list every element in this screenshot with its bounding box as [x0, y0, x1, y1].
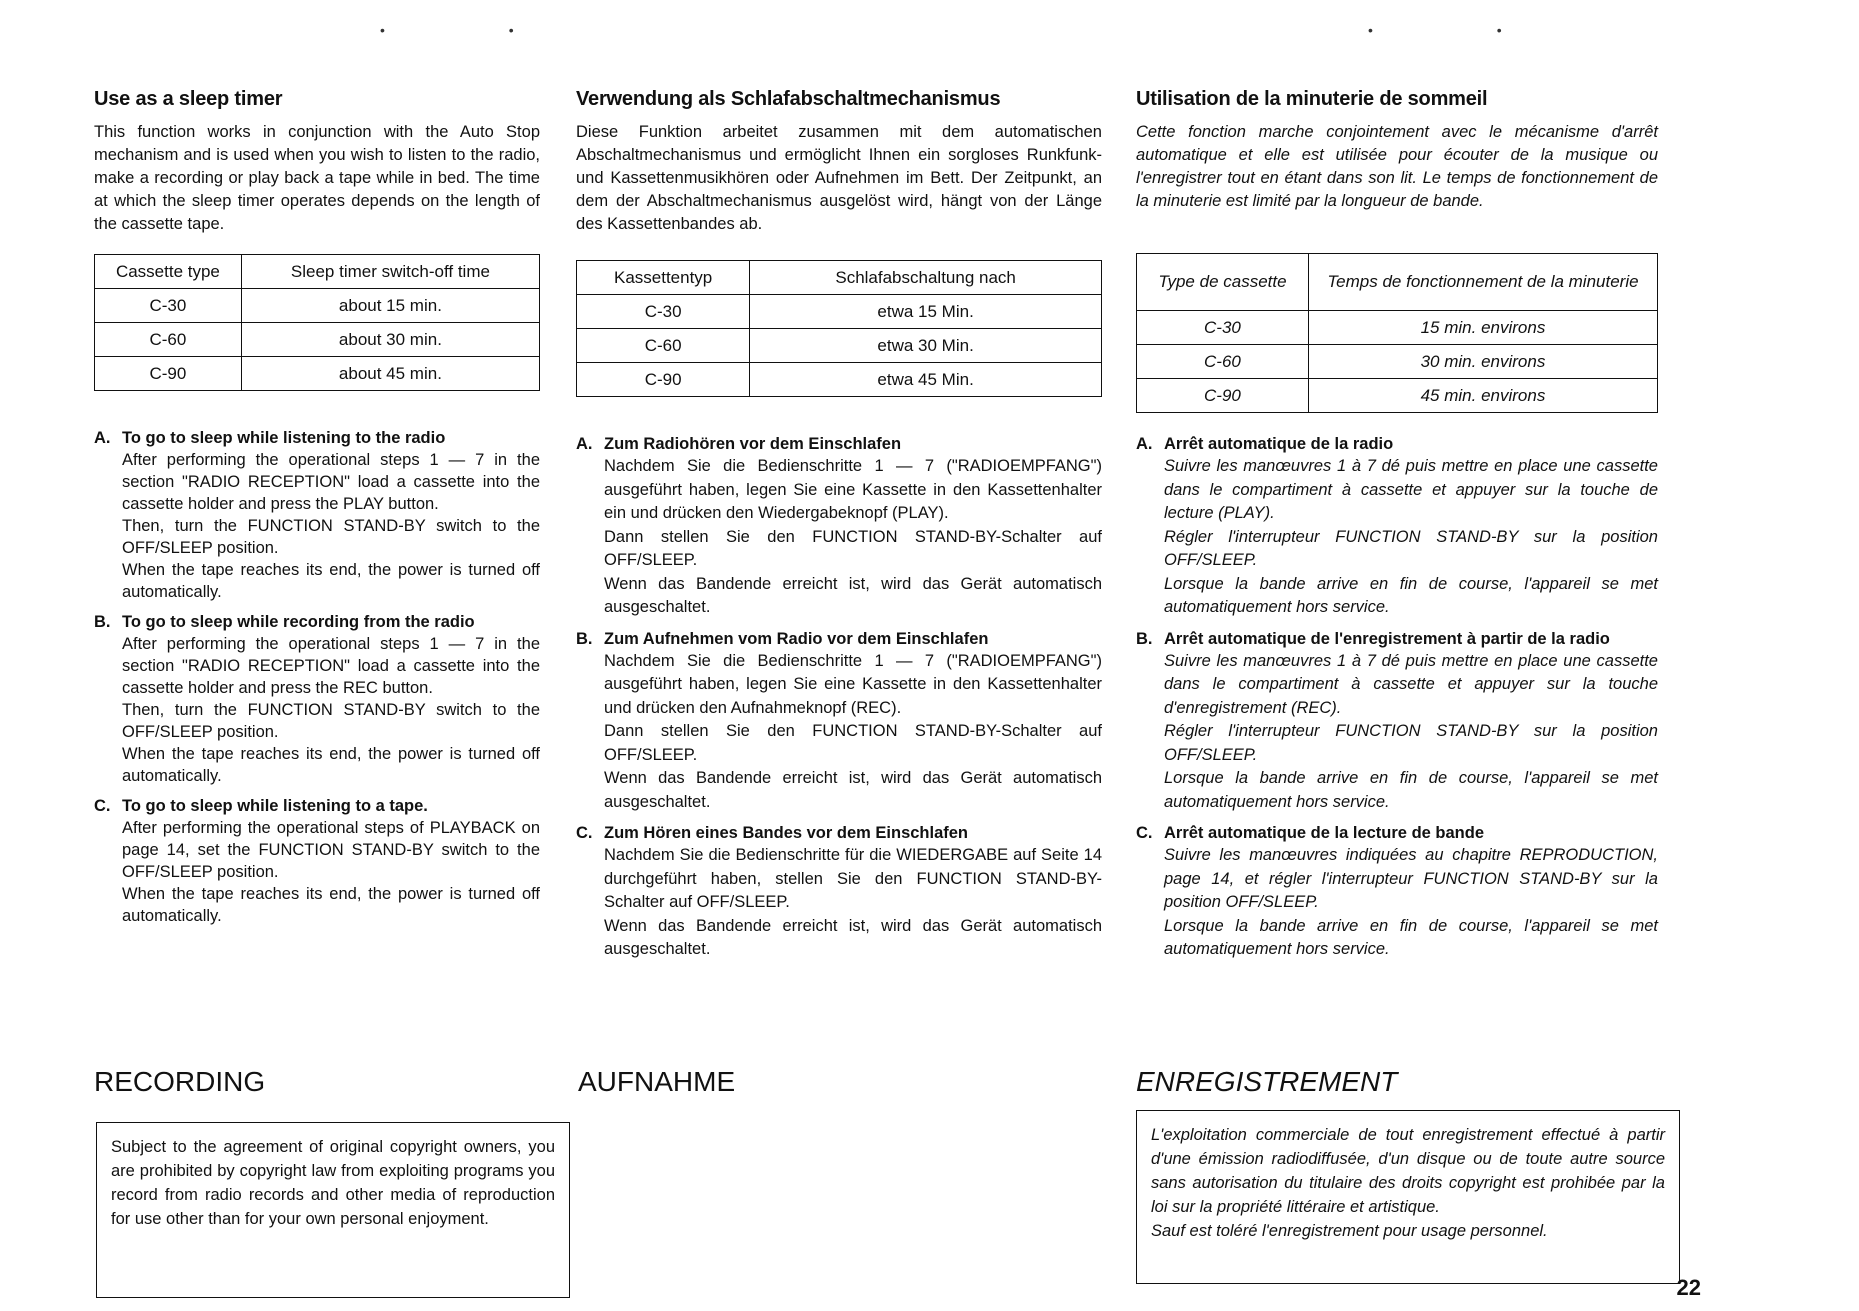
table-row [577, 329, 1102, 363]
table-header: Cassette type [95, 255, 242, 289]
copyright-notice-text: Sauf est toléré l'enregistrement pour usage personnel. [1151, 1222, 1548, 1240]
instruction-item [94, 795, 540, 927]
item-text: Wenn das Bandende erreicht ist, wird das Gerät automatisch ausgeschaltet. [604, 769, 1102, 811]
table-header-row [577, 261, 1102, 295]
sleep-timer-table [576, 260, 1102, 397]
intro-text: Cette fonction marche conjointement avec le mécanisme d'arrêt automatique et elle est utilisée pour écouter de la musique ou l'enregistrer tout en étant dans son lit. Le temps de fonctionnement de la minuterie est limité par la longueur de bande. [1136, 123, 1658, 210]
item-text: When the tape reaches its end, the power is turned off automatically. [122, 561, 540, 601]
item-text: After performing the operational steps 1 — 7 in the section "RADIO RECEPTION" load a cassette into the cassette holder and press the PLAY button. [122, 451, 540, 513]
german-column [576, 88, 1102, 970]
table-cell: about 15 min. [241, 289, 539, 323]
intro-text: Diese Funktion arbeitet zusammen mit dem automatischen Abschaltmechanismus und ermöglicht Ihnen ein sorgloses Runkfunk- und Kassettenmusikhören oder Aufnehmen im Bett. Der Zeitpunkt, an dem der Abschaltmechanismus ausgelöst wird, hängt von der Länge des Kassettenbandes ab. [576, 123, 1102, 233]
item-letter: C. [576, 824, 593, 842]
table-row [577, 363, 1102, 397]
instruction-item [94, 427, 540, 603]
table-cell: 15 min. environs [1308, 311, 1657, 345]
item-heading: Arrêt automatique de la lecture de bande [1164, 824, 1484, 842]
table-row [1137, 345, 1658, 379]
french-column [1136, 88, 1658, 970]
item-text: Nachdem Sie die Bedienschritte 1 — 7 ("RADIOEMPFANG") ausgeführt haben, legen Sie eine Kassette in den Kassettenhalter ein und drücken den Wiedergabeknopf (PLAY). [604, 457, 1102, 522]
copyright-notice-text: L'exploitation commerciale de tout enregistrement effectué à partir d'une émission radiodiffusée, d'un disque ou de toute autre source sans autorisation du titulaire des droits copyright est prohibée par la loi sur la propriété littéraire et artistique. [1151, 1126, 1665, 1216]
instruction-item [1136, 628, 1658, 815]
item-text: Dann stellen Sie den FUNCTION STAND-BY-Schalter auf OFF/SLEEP. [604, 722, 1102, 764]
item-letter: C. [94, 797, 111, 815]
item-text: Wenn das Bandende erreicht ist, wird das Gerät automatisch ausgeschaltet. [604, 574, 1102, 616]
table-cell: etwa 30 Min. [750, 329, 1102, 363]
item-letter: A. [94, 429, 111, 447]
item-text: Then, turn the FUNCTION STAND-BY switch to the OFF/SLEEP position. [122, 701, 540, 741]
instruction-item [94, 611, 540, 787]
item-text: Wenn das Bandende erreicht ist, wird das Gerät automatisch ausgeschaltet. [604, 916, 1102, 958]
table-header: Type de cassette [1137, 254, 1309, 311]
scan-mark: • • [380, 22, 574, 38]
section-title: Use as a sleep timer [94, 88, 283, 110]
item-letter: C. [1136, 824, 1153, 842]
item-text: Suivre les manœuvres 1 à 7 dé puis mettre en place une cassette dans le compartiment à cassette et appuyer sur la touche de lecture (PLAY). [1164, 457, 1658, 522]
table-row [95, 289, 540, 323]
item-text: Nachdem Sie die Bedienschritte 1 — 7 ("RADIOEMPFANG") ausgeführt haben, legen Sie eine Kassette in den Kassettenhalter und drücken den Aufnahmeknopf (REC). [604, 651, 1102, 717]
recording-title: RECORDING [94, 1066, 266, 1097]
recording-title: ENREGISTREMENT [1136, 1066, 1398, 1097]
item-text: After performing the operational steps of PLAYBACK on page 14, set the FUNCTION STAND-BY switch to the OFF/SLEEP position. [122, 819, 540, 881]
item-text: Régler l'interrupteur FUNCTION STAND-BY sur la position OFF/SLEEP. [1164, 722, 1658, 764]
item-text: Régler l'interrupteur FUNCTION STAND-BY sur la position OFF/SLEEP. [1164, 527, 1658, 569]
item-letter: A. [1136, 435, 1153, 453]
instruction-item [576, 433, 1102, 620]
scan-mark: • • [1368, 22, 1562, 38]
item-text: Suivre les manœuvres 1 à 7 dé puis mettre en place une cassette dans le compartiment à cassette et appuyer sur la touche d'enregistrement (REC). [1164, 651, 1658, 717]
table-row [1137, 311, 1658, 345]
item-heading: Zum Radiohören vor dem Einschlafen [604, 435, 902, 453]
table-cell: C-60 [577, 329, 750, 363]
table-cell: about 30 min. [241, 323, 539, 357]
recording-title: AUFNAHME [578, 1066, 736, 1097]
instruction-item [576, 822, 1102, 962]
table-cell: 30 min. environs [1308, 345, 1657, 379]
table-row [95, 323, 540, 357]
table-cell: C-90 [1137, 379, 1309, 413]
item-letter: B. [1136, 629, 1153, 648]
item-text: Lorsque la bande arrive en fin de course, l'appareil se met automatiquement hors service. [1164, 916, 1658, 958]
table-row [577, 295, 1102, 329]
item-text: Then, turn the FUNCTION STAND-BY switch to the OFF/SLEEP position. [122, 517, 540, 557]
english-column [94, 88, 540, 935]
copyright-notice-text: Subject to the agreement of original copyright owners, you are prohibited by copyright law from exploiting programs you record from radio records and other media of reproduction for use other than for your own personal enjoyment. [111, 1138, 555, 1228]
page-number: 22 [1676, 1275, 1701, 1300]
intro-text: This function works in conjunction with the Auto Stop mechanism and is used when you wish to listen to the radio, make a recording or play back a tape while in bed. The time at which the sleep timer operates depends on the length of the cassette tape. [94, 123, 540, 233]
table-cell: C-30 [577, 295, 750, 329]
table-cell: about 45 min. [241, 357, 539, 391]
instruction-item [576, 628, 1102, 815]
item-text: Lorsque la bande arrive en fin de course, l'appareil se met automatiquement hors service. [1164, 769, 1658, 811]
table-cell: C-90 [577, 363, 750, 397]
table-cell: etwa 15 Min. [750, 295, 1102, 329]
table-cell: C-90 [95, 357, 242, 391]
sleep-timer-table [1136, 253, 1658, 413]
copyright-notice-box [1136, 1110, 1680, 1284]
item-heading: To go to sleep while recording from the radio [122, 613, 475, 631]
item-text: Nachdem Sie die Bedienschritte für die WIEDERGABE auf Seite 14 durchgeführt haben, stellen Sie den FUNCTION STAND-BY-Schalter auf OFF/SLEEP. [604, 846, 1102, 911]
instruction-list [576, 433, 1102, 962]
sleep-timer-table [94, 254, 540, 391]
table-header-row [95, 255, 540, 289]
instruction-list [94, 427, 540, 927]
item-text: Suivre les manœuvres indiquées au chapitre REPRODUCTION, page 14, et régler l'interrupteur FUNCTION STAND-BY sur la position OFF/SLEEP. [1164, 846, 1658, 911]
table-cell: etwa 45 Min. [750, 363, 1102, 397]
item-text: When the tape reaches its end, the power is turned off automatically. [122, 885, 540, 925]
table-cell: C-60 [1137, 345, 1309, 379]
item-text: When the tape reaches its end, the power is turned off automatically. [122, 745, 540, 785]
item-heading: Arrêt automatique de la radio [1164, 435, 1394, 453]
item-heading: To go to sleep while listening to the radio [122, 429, 446, 447]
table-header-row [1137, 254, 1658, 311]
table-cell: C-30 [1137, 311, 1309, 345]
instruction-item [1136, 433, 1658, 620]
item-heading: Arrêt automatique de l'enregistrement à partir de la radio [1164, 629, 1610, 648]
instruction-item [1136, 822, 1658, 962]
table-header: Sleep timer switch-off time [241, 255, 539, 289]
table-row [1137, 379, 1658, 413]
instruction-list [1136, 433, 1658, 962]
item-letter: B. [94, 613, 111, 631]
table-header: Temps de fonctionnement de la minuterie [1308, 254, 1657, 311]
item-letter: A. [576, 435, 593, 453]
item-text: After performing the operational steps 1 — 7 in the section "RADIO RECEPTION" load a cassette into the cassette holder and press the REC button. [122, 635, 540, 697]
section-title: Verwendung als Schlafabschaltmechanismus [576, 88, 1001, 110]
item-heading: Zum Aufnehmen vom Radio vor dem Einschlafen [604, 629, 989, 648]
table-row [95, 357, 540, 391]
table-header: Kassettentyp [577, 261, 750, 295]
item-letter: B. [576, 629, 593, 648]
table-cell: 45 min. environs [1308, 379, 1657, 413]
table-cell: C-30 [95, 289, 242, 323]
copyright-notice-box [96, 1122, 570, 1298]
section-title: Utilisation de la minuterie de sommeil [1136, 88, 1488, 110]
table-header: Schlafabschaltung nach [750, 261, 1102, 295]
item-heading: To go to sleep while listening to a tape. [122, 797, 428, 815]
item-text: Lorsque la bande arrive en fin de course, l'appareil se met automatiquement hors service. [1164, 574, 1658, 616]
item-heading: Zum Hören eines Bandes vor dem Einschlafen [604, 824, 969, 842]
table-cell: C-60 [95, 323, 242, 357]
item-text: Dann stellen Sie den FUNCTION STAND-BY-Schalter auf OFF/SLEEP. [604, 527, 1102, 569]
